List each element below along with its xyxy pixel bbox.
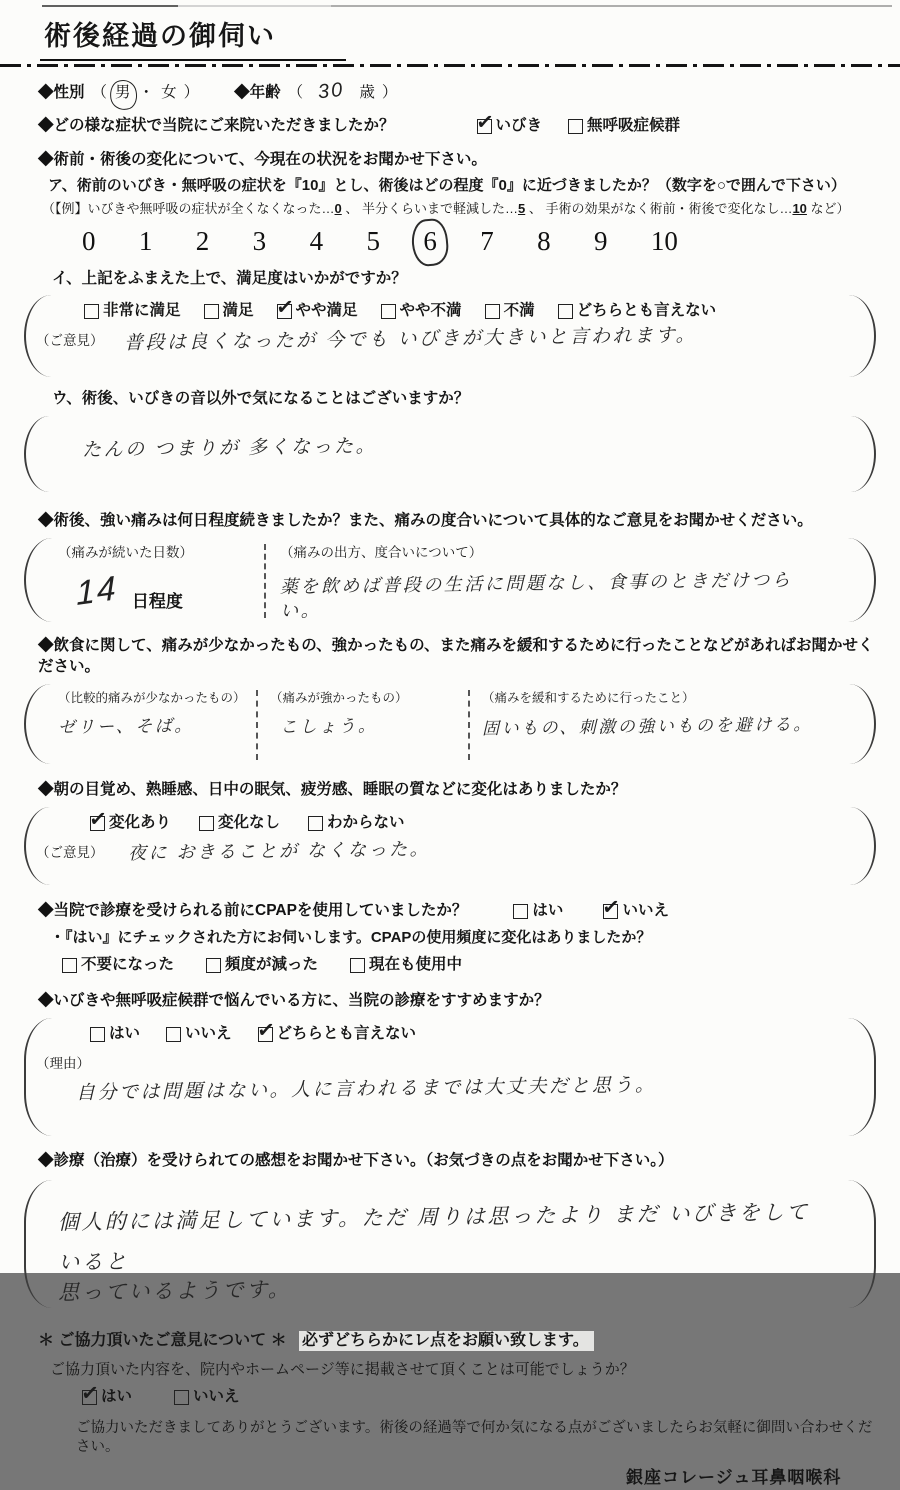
checkbox-option[interactable] bbox=[199, 813, 280, 834]
checkbox-label: 不要になった bbox=[81, 956, 175, 974]
scale-number[interactable]: 5 bbox=[366, 226, 380, 257]
pain-answer-box bbox=[24, 536, 876, 624]
example-text: など） bbox=[806, 200, 850, 216]
checkbox-label: やや満足 bbox=[295, 302, 358, 320]
checkbox-label: どちらとも言えない bbox=[276, 1025, 417, 1043]
pain-detail-column bbox=[266, 544, 832, 621]
checkbox-checked[interactable] bbox=[603, 904, 618, 919]
checkbox-label: 変化なし bbox=[218, 814, 281, 832]
food-column-relief bbox=[470, 690, 832, 760]
symptom-question: ◆どの様な症状で当院にご来院いただきましたか？ bbox=[38, 117, 395, 135]
checkbox-unchecked[interactable] bbox=[204, 304, 219, 319]
checkbox-option[interactable] bbox=[62, 955, 174, 976]
pain-days-unit: 日程度 bbox=[131, 592, 183, 612]
checkbox-option[interactable] bbox=[558, 301, 717, 322]
cpap-row bbox=[38, 901, 876, 922]
gender-male[interactable]: 男 bbox=[114, 83, 132, 104]
checkbox-unchecked[interactable] bbox=[308, 816, 323, 831]
checkbox-unchecked[interactable] bbox=[199, 816, 214, 831]
paren: （ bbox=[91, 84, 108, 102]
checkbox-label: やや不満 bbox=[399, 302, 462, 320]
paren: ） bbox=[381, 84, 398, 102]
scale-number[interactable]: 6 bbox=[421, 223, 439, 259]
checkbox-unchecked[interactable] bbox=[62, 958, 77, 973]
checkbox-option[interactable] bbox=[204, 301, 254, 322]
scale-number[interactable]: 9 bbox=[594, 226, 608, 257]
separator: ・ bbox=[138, 84, 155, 102]
question-c: ウ、術後、いびきの音以外で気になることはございますか？ bbox=[52, 390, 470, 408]
checkbox-unchecked[interactable] bbox=[485, 304, 500, 319]
example-line bbox=[38, 200, 876, 218]
impression-heading: ◆診療（治療）を受けられての感想をお聞かせ下さい。（お気づきの点をお聞かせ下さい。） bbox=[38, 1152, 674, 1170]
age-value-handwritten: 30 bbox=[316, 79, 346, 104]
impression-handwritten-line1: 個人的には満足しています。ただ 周りは思ったより まだ いびきをしていると bbox=[57, 1200, 810, 1275]
profile-row bbox=[38, 78, 876, 105]
food-heading: ◆飲食に関して、痛みが少なかったもの、強かったもの、また痛みを緩和するために行ったことなどがあればお聞かせください。 bbox=[38, 637, 874, 676]
scale-number[interactable]: 7 bbox=[480, 226, 494, 257]
dash-dot-divider bbox=[0, 64, 900, 67]
paren: （ bbox=[287, 84, 304, 102]
checkbox-label: いいえ bbox=[622, 902, 669, 920]
paren: ） bbox=[183, 84, 200, 102]
example-value: 5 bbox=[517, 200, 526, 216]
page-title: 術後経過の御伺い bbox=[40, 16, 346, 61]
other-issues-handwritten: たんの つまりが 多くなった。 bbox=[81, 436, 378, 462]
checkbox-label: 満足 bbox=[222, 302, 254, 320]
checkbox-option[interactable] bbox=[206, 955, 318, 976]
change-heading: ◆術前・術後の変化について、今現在の状況をお聞かせ下さい。 bbox=[38, 151, 487, 169]
food-column-least-pain bbox=[58, 690, 256, 760]
checkbox-option[interactable] bbox=[90, 813, 171, 834]
sleep-answer-box bbox=[24, 805, 876, 887]
cpap-options bbox=[513, 901, 669, 922]
scale-number[interactable]: 2 bbox=[195, 226, 210, 257]
gender-label: ◆性別 bbox=[38, 84, 85, 102]
reason-handwritten: 自分では問題はない。人に言われるまでは大丈夫だと思う。 bbox=[75, 1075, 657, 1105]
checkbox-checked[interactable] bbox=[82, 1390, 97, 1405]
clinic-name: 銀座コレージュ耳鼻咽喉科 bbox=[626, 1467, 842, 1487]
checkbox-option[interactable] bbox=[350, 955, 462, 976]
cpap-question: ◆当院で診療を受けられる前にCPAPを使用していましたか？ bbox=[38, 902, 468, 920]
recommend-question: ◆いびきや無呼吸症候群で悩んでいる方に、当院の診療をすすめますか？ bbox=[38, 992, 550, 1010]
pain-days-label: （痛みが続いた日数） bbox=[58, 545, 193, 561]
age-unit: 歳 bbox=[359, 84, 375, 102]
example-text: （【例】いびきや無呼吸の症状が全くなくなった… bbox=[42, 200, 335, 216]
checkbox-label: 非常に満足 bbox=[103, 302, 181, 320]
checkbox-label: わからない bbox=[327, 814, 405, 832]
consent-note bbox=[38, 1330, 876, 1352]
food-least-pain-handwritten: ゼリー、そば。 bbox=[57, 716, 194, 737]
pain-days-value-handwritten: 14 bbox=[75, 568, 119, 613]
checkbox-label: いびき bbox=[495, 117, 543, 135]
checkbox-option[interactable] bbox=[82, 1387, 132, 1408]
checkbox-unchecked[interactable] bbox=[381, 304, 396, 319]
checkbox-option[interactable] bbox=[90, 1024, 140, 1045]
checkbox-option[interactable] bbox=[381, 301, 462, 322]
checkbox-option[interactable] bbox=[166, 1024, 232, 1045]
checkbox-option[interactable] bbox=[258, 1024, 417, 1045]
scale-number[interactable]: 8 bbox=[537, 226, 551, 257]
checkbox-unchecked[interactable] bbox=[166, 1027, 181, 1042]
checkbox-checked[interactable] bbox=[277, 304, 292, 319]
sleep-options bbox=[58, 813, 832, 834]
impression-handwritten-line2: 思っているようです。 bbox=[57, 1278, 292, 1305]
gender-female[interactable]: 女 bbox=[161, 84, 177, 102]
checkbox-option[interactable] bbox=[277, 301, 358, 322]
checkbox-label: はい bbox=[532, 902, 564, 920]
food-column-most-pain bbox=[258, 690, 468, 760]
checkbox-unchecked[interactable] bbox=[174, 1390, 189, 1405]
scale-number[interactable]: 0 bbox=[82, 226, 96, 257]
opinion-label: （ご意見） bbox=[36, 333, 104, 349]
checkbox-option[interactable] bbox=[485, 301, 535, 322]
checkbox-option[interactable] bbox=[568, 116, 680, 137]
symptom-row bbox=[38, 116, 876, 137]
food-most-pain-handwritten: こしょう。 bbox=[279, 716, 378, 737]
checkbox-option[interactable] bbox=[174, 1387, 240, 1408]
checkbox-label: どちらとも言えない bbox=[576, 302, 717, 320]
checkbox-label: 現在も使用中 bbox=[369, 956, 463, 974]
cpap-follow-up: ・『はい』にチェックされた方にお伺いします。CPAPの使用頻度に変化はありましたか？ bbox=[50, 928, 652, 946]
checkbox-unchecked[interactable] bbox=[558, 304, 573, 319]
checkbox-checked[interactable] bbox=[258, 1027, 273, 1042]
pain-days-column bbox=[58, 544, 264, 618]
checkbox-label: 変化あり bbox=[109, 814, 172, 832]
satisfaction-answer-box bbox=[24, 293, 876, 379]
checkbox-unchecked[interactable] bbox=[90, 1027, 105, 1042]
scale-number[interactable]: 1 bbox=[138, 226, 153, 257]
checkbox-label: はい bbox=[101, 1387, 133, 1405]
consent-note-prefix: ＊ ご協力頂いたご意見について ＊ bbox=[38, 1331, 287, 1349]
checkbox-label: いいえ bbox=[193, 1387, 240, 1405]
example-text: 、 手術の効果がなく術前・術後で変化なし… bbox=[525, 200, 793, 216]
checkbox-option[interactable] bbox=[308, 813, 405, 834]
checkbox-label: 不満 bbox=[503, 302, 535, 320]
other-issues-answer-box bbox=[24, 414, 876, 494]
checkbox-unchecked[interactable] bbox=[568, 119, 583, 134]
checkbox-checked[interactable] bbox=[90, 816, 105, 831]
checkbox-label: 頻度が減った bbox=[225, 956, 319, 974]
food-answer-box bbox=[24, 682, 876, 766]
checkbox-option[interactable] bbox=[477, 116, 543, 137]
reason-label: （理由） bbox=[36, 1055, 90, 1071]
scan-artifact bbox=[42, 5, 892, 7]
sleep-opinion-handwritten: 夜に おきることが なくなった。 bbox=[127, 838, 430, 864]
sleep-heading: ◆朝の目覚め、熟睡感、日中の眠気、疲労感、睡眠の質などに変化はありましたか？ bbox=[38, 781, 627, 799]
scale-number[interactable]: 3 bbox=[252, 226, 267, 257]
recommend-options bbox=[58, 1024, 832, 1045]
checkbox-unchecked[interactable] bbox=[513, 904, 528, 919]
example-value: 0 bbox=[334, 200, 342, 216]
recommend-answer-box bbox=[24, 1016, 876, 1138]
food-relief-label: （痛みを緩和するために行ったこと） bbox=[482, 691, 695, 706]
scale-number[interactable]: 4 bbox=[309, 226, 324, 257]
consent-note-highlight: 必ずどちらかにレ点をお願い致します。 bbox=[299, 1331, 594, 1351]
checkbox-option[interactable] bbox=[513, 901, 563, 922]
checkbox-option[interactable] bbox=[84, 301, 181, 322]
thanks-message: ご協力いただきましてありがとうございます。術後の経過等で何か気になる点がございましたらお気軽に御問い合わせください。 bbox=[76, 1419, 873, 1456]
checkbox-label: いいえ bbox=[185, 1025, 232, 1043]
checkbox-checked[interactable] bbox=[477, 119, 492, 134]
publish-question: ご協力頂いた内容を、院内やホームページ等に掲載させて頂くことは可能でしょうか？ bbox=[50, 1360, 635, 1378]
example-value: 10 bbox=[792, 200, 807, 216]
checkbox-option[interactable] bbox=[603, 901, 669, 922]
header bbox=[38, 14, 876, 67]
age-label: ◆年齢 bbox=[234, 84, 281, 102]
satisfaction-options bbox=[58, 301, 832, 322]
checkbox-unchecked[interactable] bbox=[350, 958, 365, 973]
question-a: ア、術前のいびき・無呼吸の症状を『10』とし、術後はどの程度『0』に近づきましたか？（数字を○で囲んで下さい） bbox=[48, 177, 846, 195]
checkbox-unchecked[interactable] bbox=[206, 958, 221, 973]
publish-options bbox=[38, 1387, 876, 1408]
pain-detail-handwritten: 薬を飲めば普段の生活に問題なし、食事のときだけつらい。 bbox=[279, 569, 793, 621]
rating-scale bbox=[38, 223, 680, 259]
example-text: 、 半分くらいまで軽減した… bbox=[341, 200, 518, 216]
scale-number[interactable]: 10 bbox=[650, 226, 678, 257]
impression-answer-box bbox=[24, 1178, 876, 1310]
sleep-opinion-label: （ご意見） bbox=[36, 844, 104, 860]
pain-detail-label: （痛みの出方、度合いについて） bbox=[280, 545, 483, 561]
cpap-follow-options bbox=[38, 955, 876, 976]
food-relief-handwritten: 固いもの、刺激の強いものを避ける。 bbox=[481, 714, 813, 739]
question-b: イ、上記をふまえた上で、満足度はいかがですか？ bbox=[52, 269, 407, 287]
symptom-options bbox=[477, 116, 681, 137]
checkbox-label: はい bbox=[109, 1025, 141, 1043]
checkbox-unchecked[interactable] bbox=[84, 304, 99, 319]
pain-heading: ◆術後、強い痛みは何日程度続きましたか？また、痛みの度合いについて具体的なご意見をお聞かせください。 bbox=[38, 512, 813, 530]
food-most-pain-label: （痛みが強かったもの） bbox=[270, 691, 408, 706]
food-least-pain-label: （比較的痛みが少なかったもの） bbox=[58, 691, 246, 706]
opinion-handwritten: 普段は良くなったが 今でも いびきが大きいと言われます。 bbox=[123, 325, 697, 355]
checkbox-label: 無呼吸症候群 bbox=[587, 117, 681, 135]
